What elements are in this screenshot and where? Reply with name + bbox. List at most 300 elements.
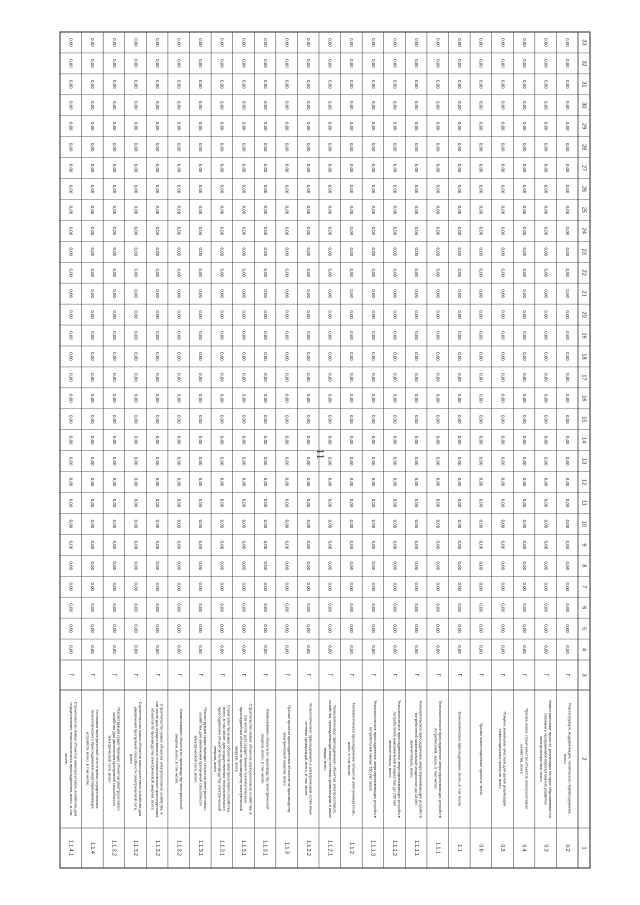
cell-value: 0,00	[543, 519, 549, 529]
cell-value: 0,00	[176, 226, 182, 236]
cell-value: 0,00	[349, 456, 355, 466]
cell-value: 0,00	[543, 603, 549, 612]
row-code: 1.1.3.2	[110, 840, 117, 856]
cell-value: 0,00	[133, 498, 139, 508]
header-number: 22	[580, 269, 587, 276]
cell-value: 0,00	[241, 59, 247, 68]
cell-value: 0,00	[111, 121, 117, 131]
cell-value: 0,00	[90, 310, 96, 319]
cell-value: 0,00	[198, 373, 204, 382]
cell-value: 0,00	[392, 80, 398, 89]
row-name: Реконструкция существующих объектов электросетевого	[116, 707, 122, 811]
row-unit: Г	[283, 673, 290, 677]
cell-value: 0,00	[284, 352, 290, 361]
cell-value: 0,00	[500, 38, 506, 47]
cell-value: 0,00	[154, 540, 160, 550]
cell-value: 0,00	[133, 477, 139, 487]
cell-value: 0,00	[349, 561, 355, 571]
cell-value: 0,00	[176, 142, 182, 152]
cell-value: 0,00	[413, 310, 419, 319]
row-code: 1.1.4.1	[67, 840, 74, 856]
cell-value: 0,00	[478, 184, 484, 194]
cell-value: 0,00	[392, 205, 398, 215]
cell-value: 0,00	[219, 38, 225, 47]
cell-value: 0,00	[198, 38, 204, 47]
cell-value: 0,00	[198, 247, 204, 257]
cell-value: 0,00	[306, 373, 312, 382]
cell-value: 0,00	[90, 226, 96, 236]
cell-value: 0,00	[413, 435, 419, 445]
cell-value: 0,00	[262, 80, 268, 89]
cell-value: 0,00	[68, 184, 74, 194]
cell-value: 0,00	[565, 142, 571, 152]
cell-value: 0,00	[478, 435, 484, 445]
cell-value: 0,00	[133, 163, 139, 173]
cell-value: 0,00	[262, 456, 268, 466]
cell-value: 0,00	[392, 498, 398, 508]
cell-value: 0,00	[413, 645, 419, 654]
cell-value: 0,00	[219, 645, 225, 654]
cell-value: 0,00	[284, 268, 290, 278]
cell-value: 0,00	[565, 205, 571, 215]
row-name: Наименование объекта по производству электрической	[178, 708, 184, 810]
row-name: хозяйства для увеличения пропускной способности	[111, 712, 117, 806]
cell-value: 0,00	[435, 247, 441, 257]
cell-value: 0,00	[478, 100, 484, 110]
cell-value: 0,00	[111, 645, 117, 654]
cell-value: 0,00	[68, 456, 74, 466]
cell-value: 0,00	[154, 352, 160, 361]
cell-value: 0,00	[111, 205, 117, 215]
cell-value: 0,00	[413, 100, 419, 110]
cell-value: 0,00	[262, 142, 268, 152]
cell-value: 0,00	[133, 394, 139, 403]
row-code: 1.1.1.1	[412, 840, 419, 856]
cell-value: 0,00	[370, 435, 376, 445]
cell-value: 0,00	[262, 540, 268, 550]
cell-value: 0,00	[565, 645, 571, 654]
cell-value: 0,00	[478, 205, 484, 215]
cell-value: 0,00	[306, 456, 312, 466]
cell-value: 0,00	[327, 142, 333, 152]
cell-value: 0,00	[565, 603, 571, 612]
cell-value: 0,00	[154, 582, 160, 592]
cell-value: 0,00	[370, 373, 376, 382]
cell-value: 0,00	[90, 80, 96, 89]
cell-value: 0,00	[176, 561, 182, 571]
cell-value: 0,00	[111, 80, 117, 89]
cell-value: 0,00	[219, 331, 225, 340]
cell-value: 0,00	[176, 456, 182, 466]
cell-value: 0,00	[68, 247, 74, 257]
cell-value: 0,00	[176, 498, 182, 508]
cell-value: 0,00	[457, 184, 463, 194]
row-code: 0.6	[477, 844, 484, 852]
cell-value: 0,00	[241, 435, 247, 445]
cell-value: 0,00	[262, 59, 268, 68]
cell-value: 0,00	[176, 59, 182, 68]
cell-value: 0,00	[90, 38, 96, 47]
row-name: технологического присоединения энергопринимающих	[90, 709, 96, 809]
row-unit: Г	[326, 673, 333, 677]
row-name: Покупка земельных участков для целей реализации	[502, 711, 508, 807]
cell-value: 0,00	[306, 163, 312, 173]
cell-value: 0,00	[154, 100, 160, 110]
cell-value: 0,00	[111, 226, 117, 236]
cell-value: 0,00	[68, 603, 74, 612]
cell-value: 0,00	[176, 519, 182, 529]
cell-value: 0,00	[68, 582, 74, 592]
cell-value: 0,00	[392, 352, 398, 361]
cell-value: 0,00	[392, 163, 398, 173]
cell-value: 0,00	[500, 352, 506, 361]
header-number: 16	[580, 395, 587, 402]
cell-value: 0,00	[133, 456, 139, 466]
header-number: 4	[580, 648, 587, 652]
row-unit: Г	[563, 673, 570, 677]
cell-value: 0,00	[435, 38, 441, 47]
cell-value: 0,00	[543, 80, 549, 89]
cell-value: 0,00	[284, 163, 290, 173]
cell-value: 0,00	[392, 184, 398, 194]
cell-value: 0,00	[68, 414, 74, 424]
row-unit: Г	[196, 673, 203, 677]
cell-value: 0,00	[392, 519, 398, 529]
row-name: хозяйства для увеличения пропускной способности	[198, 712, 204, 806]
cell-value: 0,00	[500, 142, 506, 152]
cell-value: 0,00	[327, 205, 333, 215]
row-name: осуществления технологического присоединения, всего, в том	[68, 702, 74, 816]
cell-value: 0,00	[90, 435, 96, 445]
cell-value: 0,00	[435, 289, 441, 298]
cell-value: 0,00	[565, 80, 571, 89]
cell-value: 0,00	[413, 603, 419, 612]
cell-value: 0,00	[133, 289, 139, 298]
row-name: инвестиционных проектов, всего	[498, 729, 504, 789]
cell-value: 0,00	[90, 394, 96, 403]
row-name: Технологическое присоединение энергопринимающих устройств	[418, 700, 424, 818]
cell-value: 0,00	[68, 163, 74, 173]
cell-value: 0,00	[90, 456, 96, 466]
header-number: 10	[580, 520, 587, 527]
cell-value: 0,00	[413, 331, 419, 340]
cell-value: 0,00	[198, 498, 204, 508]
cell-value: 0,00	[413, 414, 419, 424]
cell-value: 0,00	[565, 184, 571, 194]
cell-value: 0,00	[176, 163, 182, 173]
cell-value: 0,00	[262, 247, 268, 257]
cell-value: 0,00	[349, 163, 355, 173]
cell-value: 0,00	[349, 435, 355, 445]
cell-value: 0,00	[327, 519, 333, 529]
cell-value: 0,00	[154, 38, 160, 47]
cell-value: 0,00	[262, 373, 268, 382]
cell-value: 0,00	[435, 121, 441, 131]
header-number: 21	[580, 290, 587, 297]
cell-value: 0,00	[306, 561, 312, 571]
row-name: энергии, всего	[212, 745, 218, 773]
cell-value: 0,00	[111, 100, 117, 110]
cell-value: 0,00	[198, 561, 204, 571]
header-number: 15	[580, 416, 587, 423]
cell-value: 0,00	[543, 289, 549, 298]
cell-value: 0,00	[176, 477, 182, 487]
cell-value: 0,00	[176, 268, 182, 278]
row-code: 0.5	[499, 844, 506, 852]
cell-value: 0,00	[111, 247, 117, 257]
row-name: Строительство новых объектов электросетевого хозяйства для	[138, 701, 144, 817]
row-unit: Г	[175, 673, 182, 677]
cell-value: 0,00	[90, 121, 96, 131]
cell-value: 0,00	[349, 540, 355, 550]
row-unit: Г	[304, 673, 311, 677]
cell-value: 0,00	[413, 163, 419, 173]
cell-value: 0,00	[521, 59, 527, 68]
cell-value: 0,00	[68, 38, 74, 47]
cell-value: 0,00	[68, 435, 74, 445]
cell-value: 0,00	[176, 414, 182, 424]
cell-value: 0,00	[392, 310, 398, 319]
cell-value: 0,00	[435, 142, 441, 152]
cell-value: 0,00	[68, 310, 74, 319]
cell-value: 0,00	[435, 373, 441, 382]
cell-value: 0,00	[284, 310, 290, 319]
cell-value: 0,00	[306, 477, 312, 487]
cell-value: 0,00	[306, 414, 312, 424]
cell-value: 0,00	[478, 394, 484, 403]
cell-value: 0,00	[327, 498, 333, 508]
cell-value: 0,00	[284, 477, 290, 487]
cell-value: 0,00	[176, 331, 182, 340]
cell-value: 0,00	[219, 205, 225, 215]
row-unit: Г	[391, 673, 398, 677]
cell-value: 0,00	[370, 561, 376, 571]
cell-value: 0,00	[413, 80, 419, 89]
cell-value: 0,00	[219, 247, 225, 257]
cell-value: 0,00	[500, 268, 506, 278]
cell-value: 0,00	[478, 121, 484, 131]
cell-value: 0,00	[435, 624, 441, 633]
cell-value: 0,00	[392, 268, 398, 278]
row-code: 1.1	[455, 844, 462, 852]
cell-value: 0,00	[521, 456, 527, 466]
cell-value: 0,00	[521, 80, 527, 89]
cell-value: 0,00	[413, 456, 419, 466]
cell-value: 0,00	[478, 414, 484, 424]
cell-value: 0,00	[392, 247, 398, 257]
row-name: Прочие инвестиционные проекты, всего	[478, 722, 484, 796]
cell-value: 0,00	[543, 414, 549, 424]
cell-value: 0,00	[349, 645, 355, 654]
row-code: 1.1.1.2	[391, 840, 398, 856]
row-name: потребителей свыше 150 кВт, всего	[368, 726, 374, 792]
cell-value: 0,00	[176, 352, 182, 361]
cell-value: 0,00	[68, 59, 74, 68]
cell-value: 0,00	[370, 247, 376, 257]
header-number: 24	[580, 227, 587, 234]
cell-value: 0,00	[327, 310, 333, 319]
cell-value: 0,00	[349, 310, 355, 319]
cell-value: 0,00	[90, 184, 96, 194]
cell-value: 0,00	[500, 59, 506, 68]
cell-value: 0,00	[543, 226, 549, 236]
cell-value: 0,00	[457, 38, 463, 47]
row-name: потребителей максимальной мощностью до 15 кВт	[414, 712, 420, 806]
cell-value: 0,00	[500, 247, 506, 257]
cell-value: 0,00	[413, 247, 419, 257]
cell-value: 0,00	[349, 519, 355, 529]
cell-value: 0,00	[327, 268, 333, 278]
cell-value: 0,00	[349, 59, 355, 68]
cell-value: 0,00	[327, 373, 333, 382]
cell-value: 0,00	[565, 414, 571, 424]
cell-value: 0,00	[133, 205, 139, 215]
cell-value: 0,00	[198, 435, 204, 445]
cell-value: 0,00	[90, 142, 96, 152]
cell-value: 0,00	[500, 624, 506, 633]
cell-value: 0,00	[327, 394, 333, 403]
cell-value: 0,00	[306, 205, 312, 215]
cell-value: 0,00	[133, 310, 139, 319]
cell-value: 0,00	[133, 142, 139, 152]
row-code: 1.1.4	[89, 842, 95, 854]
cell-value: 0,00	[219, 268, 225, 278]
cell-value: 0,00	[413, 142, 419, 152]
cell-value: 0,00	[241, 582, 247, 592]
cell-value: 0,00	[370, 59, 376, 68]
cell-value: 0,00	[370, 163, 376, 173]
cell-value: 0,00	[327, 435, 333, 445]
cell-value: 0,00	[500, 435, 506, 445]
cell-value: 0,00	[521, 268, 527, 278]
cell-value: 0,00	[500, 163, 506, 173]
row-name: Технологическое присоединение, всего, в том числе:	[457, 710, 463, 808]
cell-value: 0,00	[176, 100, 182, 110]
cell-value: 0,00	[68, 289, 74, 298]
cell-value: 0,00	[370, 310, 376, 319]
cell-value: 0,00	[111, 477, 117, 487]
cell-value: 0,00	[327, 582, 333, 592]
cell-value: 0,00	[68, 561, 74, 571]
cell-value: 0,00	[370, 624, 376, 633]
cell-value: 0,00	[284, 456, 290, 466]
header-number: 8	[580, 564, 587, 568]
row-name: всего, в том числе:	[347, 741, 353, 777]
cell-value: 0,00	[241, 226, 247, 236]
row-name: увеличения пропускной способности электрической сети,	[133, 706, 139, 812]
cell-value: 0,00	[90, 603, 96, 612]
cell-value: 0,00	[457, 645, 463, 654]
cell-value: 0,00	[68, 498, 74, 508]
row-name: электроэнергетики, всего	[538, 736, 544, 782]
cell-value: 0,00	[457, 352, 463, 361]
cell-value: 0,00	[154, 373, 160, 382]
cell-value: 0,00	[543, 561, 549, 571]
cell-value: 0,00	[241, 310, 247, 319]
cell-value: 0,00	[370, 268, 376, 278]
cell-value: 0,00	[111, 373, 117, 382]
cell-value: 0,00	[327, 184, 333, 194]
cell-value: 0,00	[68, 100, 74, 110]
cell-value: 0,00	[284, 603, 290, 612]
cell-value: 0,00	[543, 645, 549, 654]
cell-value: 0,00	[241, 477, 247, 487]
cell-value: 0,00	[262, 561, 268, 571]
cell-value: 0,00	[413, 394, 419, 403]
cell-value: 0,00	[457, 456, 463, 466]
cell-value: 0,00	[133, 582, 139, 592]
cell-value: 0,00	[133, 268, 139, 278]
cell-value: 0,00	[543, 540, 549, 550]
row-code: 1.1.2.2	[304, 840, 311, 856]
cell-value: 0,00	[435, 414, 441, 424]
cell-value: 0,00	[478, 142, 484, 152]
cell-value: 0,00	[133, 331, 139, 340]
cell-value: 0,00	[521, 121, 527, 131]
row-unit: Г	[542, 673, 549, 677]
cell-value: 0,00	[435, 59, 441, 68]
cell-value: 0,00	[262, 38, 268, 47]
cell-value: 0,00	[133, 414, 139, 424]
cell-value: 0,00	[565, 59, 571, 68]
cell-value: 0,00	[565, 582, 571, 592]
cell-value: 0,00	[457, 121, 463, 131]
cell-value: 0,00	[392, 38, 398, 47]
cell-value: 0,00	[457, 394, 463, 403]
cell-value: 0,00	[543, 373, 549, 382]
cell-value: 0,00	[241, 331, 247, 340]
cell-value: 0,00	[133, 624, 139, 633]
cell-value: 0,00	[154, 561, 160, 571]
row-name: всего	[562, 754, 568, 764]
header-number: 17	[580, 374, 587, 381]
cell-value: 0,00	[413, 561, 419, 571]
cell-value: 0,00	[349, 331, 355, 340]
cell-value: 0,00	[262, 352, 268, 361]
cell-value: 0,00	[370, 226, 376, 236]
cell-value: 0,00	[435, 310, 441, 319]
cell-value: 0,00	[500, 603, 506, 612]
row-name: объектов по производству электрической энергии, всего	[150, 707, 156, 811]
cell-value: 0,00	[565, 163, 571, 173]
cell-value: 0,00	[111, 352, 117, 361]
cell-value: 0,00	[262, 519, 268, 529]
cell-value: 0,00	[413, 184, 419, 194]
cell-value: 0,00	[543, 435, 549, 445]
cell-value: 0,00	[543, 142, 549, 152]
cell-value: 0,00	[478, 373, 484, 382]
cell-value: 0,00	[392, 59, 398, 68]
cell-value: 0,00	[457, 331, 463, 340]
row-code: 1.1.3	[283, 842, 290, 854]
cell-value: 0,00	[478, 498, 484, 508]
cell-value: 0,00	[413, 38, 419, 47]
cell-value: 0,00	[457, 414, 463, 424]
cell-value: 0,00	[565, 289, 571, 298]
cell-value: 0,00	[176, 394, 182, 403]
cell-value: 0,00	[349, 80, 355, 89]
row-name: энергии, всего, в том числе:	[174, 733, 180, 785]
cell-value: 0,00	[198, 100, 204, 110]
cell-value: 0,00	[284, 100, 290, 110]
cell-value: 0,00	[154, 331, 160, 340]
cell-value: 0,00	[500, 331, 506, 340]
cell-value: 0,00	[543, 456, 549, 466]
cell-value: 0,00	[478, 247, 484, 257]
cell-value: 0,00	[478, 561, 484, 571]
cell-value: 0,00	[241, 38, 247, 47]
cell-value: 0,00	[262, 477, 268, 487]
